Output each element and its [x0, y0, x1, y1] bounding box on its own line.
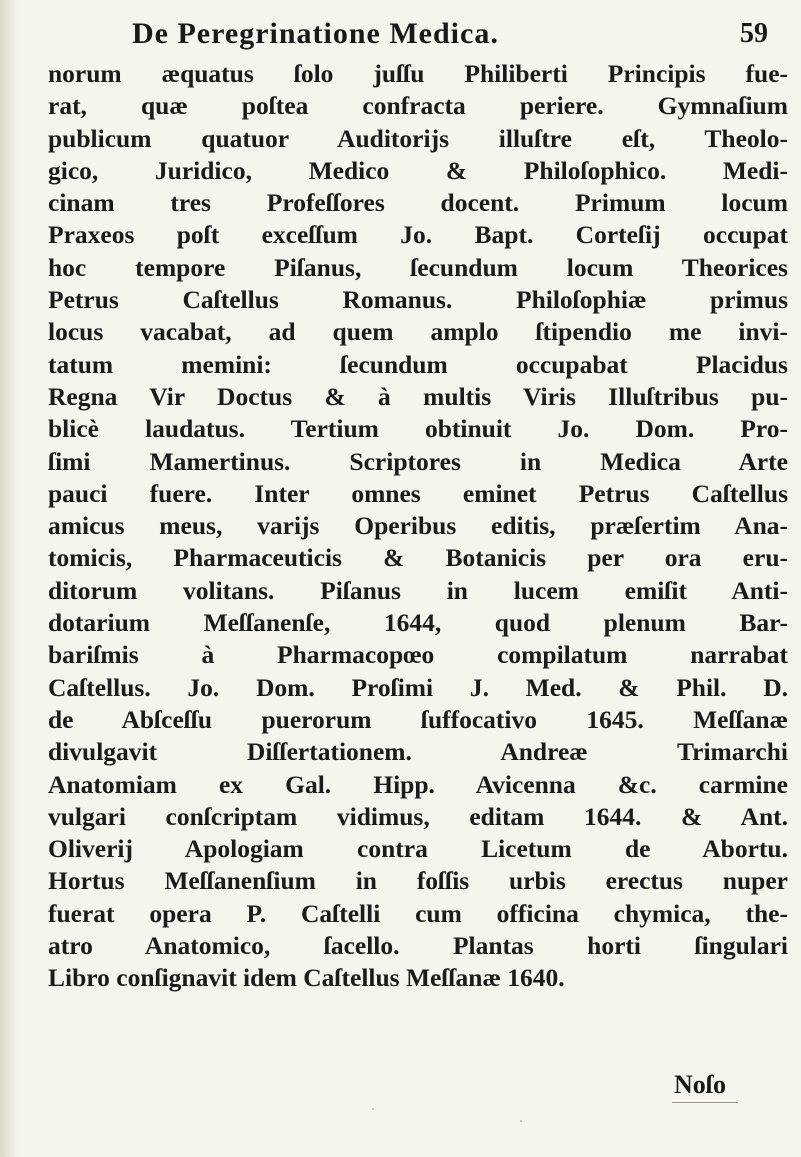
- text-line: atro Anatomico, ſacello. Plantas horti ſingulari: [48, 931, 788, 961]
- text-line: divulgavit Diſſertationem. Andreæ Trimarchi: [48, 737, 788, 767]
- text-line: amicus meus, varijs Operibus editis, præſertim Ana-: [48, 511, 788, 541]
- text-line: Anatomiam ex Gal. Hipp. Avicenna &c. carmine: [48, 769, 788, 799]
- text-line: rat, quæ poſtea confracta periere. Gymnaſium: [48, 91, 788, 121]
- body-text: [48, 58, 788, 995]
- text-line: locus vacabat, ad quem amplo ſtipendio me invi-: [48, 317, 788, 347]
- paper-speck: [520, 1120, 522, 1122]
- catchword: Noſo: [674, 1070, 726, 1099]
- text-line: de Abſceſſu puerorum ſuffocativo 1645. Meſſanæ: [48, 704, 788, 734]
- text-line: publicum quatuor Auditorijs illuſtre eſt, Theolo-: [48, 123, 788, 153]
- text-line: Libro conſignavit idem Caſtellus Meſſanæ 1640.: [48, 963, 565, 993]
- text-line: ditorum volitans. Piſanus in lucem emiſit Anti-: [48, 575, 788, 605]
- text-line: Hortus Meſſanenſium in foſſis urbis erectus nuper: [48, 866, 788, 896]
- text-line: Praxeos poſt exceſſum Jo. Bapt. Corteſij occupat: [48, 220, 788, 250]
- text-line: dotarium Meſſanenſe, 1644, quod plenum Bar-: [48, 608, 788, 638]
- text-line: tomicis, Pharmaceuticis & Botanicis per ora eru-: [48, 543, 788, 573]
- text-line: ſimi Mamertinus. Scriptores in Medica Arte: [48, 446, 788, 476]
- text-line: Regna Vir Doctus & à multis Viris Illuſtribus pu-: [48, 381, 788, 411]
- text-line: bariſmis à Pharmacopœo compilatum narrabat: [48, 640, 788, 670]
- running-head: De Peregrinatione Medica.: [132, 17, 499, 50]
- binding-shadow: [0, 0, 18, 1157]
- text-line: gico, Juridico, Medico & Philoſophico. Medi-: [48, 155, 788, 185]
- text-line: norum æquatus ſolo juſſu Philiberti Principis fue-: [48, 59, 788, 88]
- page-number: 59: [740, 18, 768, 49]
- text-line: blicè laudatus. Tertium obtinuit Jo. Dom. Pro-: [48, 414, 788, 444]
- text-line: Petrus Caſtellus Romanus. Philoſophiæ primus: [48, 285, 788, 315]
- text-line: vulgari conſcriptam vidimus, editam 1644. & Ant.: [48, 801, 788, 831]
- text-line: cinam tres Profeſſores docent. Primum locum: [48, 188, 788, 218]
- text-line: tatum memini: ſecundum occupabat Placidus: [48, 349, 788, 379]
- catchword-rule: [672, 1102, 738, 1103]
- text-line: Oliverij Apologiam contra Licetum de Abortu.: [48, 834, 788, 864]
- text-line: fuerat opera P. Caſtelli cum officina chymica, the-: [48, 898, 788, 928]
- text-line: hoc tempore Piſanus, ſecundum locum Theorices: [48, 252, 788, 282]
- paper-speck: [372, 1108, 374, 1110]
- text-line: pauci fuere. Inter omnes eminet Petrus Caſtellus: [48, 478, 788, 508]
- text-line: Caſtellus. Jo. Dom. Proſimi J. Med. & Phil. D.: [48, 672, 788, 702]
